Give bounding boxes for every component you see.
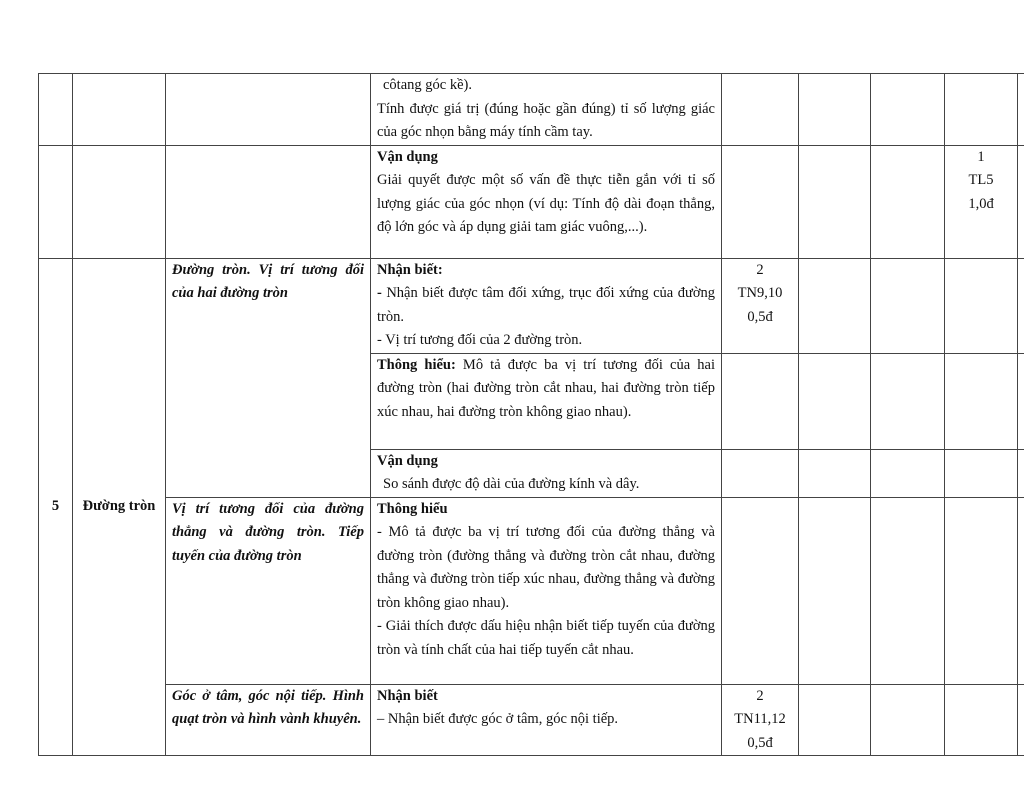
vd-cell	[871, 497, 945, 684]
vd-cell	[871, 353, 945, 449]
chapter-cell	[73, 74, 166, 146]
requirement-cell	[371, 353, 722, 449]
vd-cell	[871, 258, 945, 353]
chapter-cell	[73, 145, 166, 258]
th-cell	[799, 145, 871, 258]
vd-cell	[871, 74, 945, 146]
requirement-cell	[371, 145, 722, 258]
th-cell	[799, 684, 871, 756]
vdc-cell	[945, 258, 1018, 353]
requirement-cell	[371, 449, 722, 497]
requirement-cell	[371, 258, 722, 353]
stt-cell	[39, 74, 73, 146]
nb-cell	[722, 74, 799, 146]
question-points: 0,5đ	[747, 308, 773, 325]
nb-cell	[722, 145, 799, 258]
unit-cell	[166, 145, 371, 258]
requirement-line: – Nhận biết được góc ở tâm, góc nội tiếp.	[377, 711, 619, 727]
question-count: 1	[977, 148, 985, 165]
nb-cell	[722, 353, 799, 449]
unit-cell: Góc ở tâm, góc nội tiếp. Hình quạt tròn và hình vành khuyên.	[166, 684, 371, 756]
table-row	[39, 258, 1024, 353]
nb-cell	[722, 449, 799, 497]
level-label: Thông hiểu:	[377, 356, 456, 373]
requirement-line: côtang góc kề).	[383, 77, 472, 93]
table-row	[39, 497, 1024, 684]
extra-cell	[1018, 353, 1024, 449]
level-label: Nhận biết	[377, 687, 438, 704]
table-row	[39, 145, 1024, 258]
level-label: Vận dụng	[377, 452, 438, 469]
vdc-cell	[945, 145, 1018, 258]
extra-cell	[1018, 258, 1024, 353]
nb-cell	[722, 497, 799, 684]
nb-cell	[722, 684, 799, 756]
requirement-text: So sánh được độ dài của đường kính và dây.	[383, 476, 640, 492]
table-row	[39, 74, 1024, 146]
th-cell	[799, 449, 871, 497]
th-cell	[799, 258, 871, 353]
question-code: TN9,10	[737, 285, 783, 301]
vdc-cell	[945, 353, 1018, 449]
question-points: 0,5đ	[747, 734, 773, 751]
table-row	[39, 684, 1024, 756]
question-count: 2	[756, 261, 764, 278]
requirement-text: Giải quyết được một số vấn đề thực tiễn gắn với tỉ số lượng giác của góc nhọn (ví dụ: Tính độ dài đoạn thẳng, độ lớn góc và áp dụng giải tam giác vuông,...).	[377, 172, 715, 235]
unit-cell	[166, 74, 371, 146]
question-code: TL5	[968, 172, 994, 188]
vd-cell	[871, 449, 945, 497]
vdc-cell	[945, 684, 1018, 756]
level-label: Nhận biết:	[377, 261, 443, 278]
th-cell	[799, 497, 871, 684]
extra-cell	[1018, 497, 1024, 684]
requirement-line: - Mô tả được ba vị trí tương đối của đường thẳng và đường tròn (đường thẳng và đường tròn cắt nhau, đường thẳng và đường tròn tiếp xúc nhau, đường thẳng và đường tròn không giao nhau).	[377, 524, 715, 611]
vd-cell	[871, 145, 945, 258]
unit-cell: Đường tròn. Vị trí tương đối của hai đường tròn	[166, 258, 371, 497]
vdc-cell	[945, 74, 1018, 146]
requirement-line: - Vị trí tương đối của 2 đường tròn.	[377, 332, 583, 348]
vd-cell	[871, 684, 945, 756]
stt-cell: 5	[39, 258, 73, 756]
stt-cell	[39, 145, 73, 258]
extra-cell	[1018, 145, 1024, 258]
nb-cell	[722, 258, 799, 353]
question-code: TN11,12	[734, 711, 786, 727]
requirement-line: Nhận biết được tâm đối xứng, trục đối xứng của đường tròn.	[377, 285, 715, 325]
level-label: Vận dụng	[377, 148, 438, 165]
question-count: 2	[756, 687, 764, 704]
extra-cell	[1018, 74, 1024, 146]
extra-cell	[1018, 449, 1024, 497]
vdc-cell	[945, 497, 1018, 684]
bullet-dash: -	[377, 285, 382, 301]
th-cell	[799, 353, 871, 449]
chapter-cell: Đường tròn	[73, 258, 166, 756]
requirement-cell	[371, 684, 722, 756]
unit-cell: Vị trí tương đối của đường thẳng và đường tròn. Tiếp tuyến của đường tròn	[166, 497, 371, 684]
requirement-text: Mô tả được ba vị trí tương đối của hai đường tròn (hai đường tròn cắt nhau, hai đường tròn tiếp xúc nhau, hai đường tròn không giao nhau).	[377, 356, 715, 420]
requirement-cell	[371, 74, 722, 146]
requirement-cell	[371, 497, 722, 684]
extra-cell	[1018, 684, 1024, 756]
assessment-matrix-table	[38, 73, 1024, 756]
requirement-line: Tính được giá trị (đúng hoặc gần đúng) tỉ số lượng giác của góc nhọn bằng máy tính cầm tay.	[377, 100, 715, 140]
vdc-cell	[945, 449, 1018, 497]
question-points: 1,0đ	[968, 195, 994, 212]
th-cell	[799, 74, 871, 146]
level-label: Thông hiểu	[377, 500, 448, 517]
requirement-line: - Giải thích được dấu hiệu nhận biết tiếp tuyến của đường tròn và tính chất của hai tiếp tuyến cắt nhau.	[377, 618, 715, 658]
